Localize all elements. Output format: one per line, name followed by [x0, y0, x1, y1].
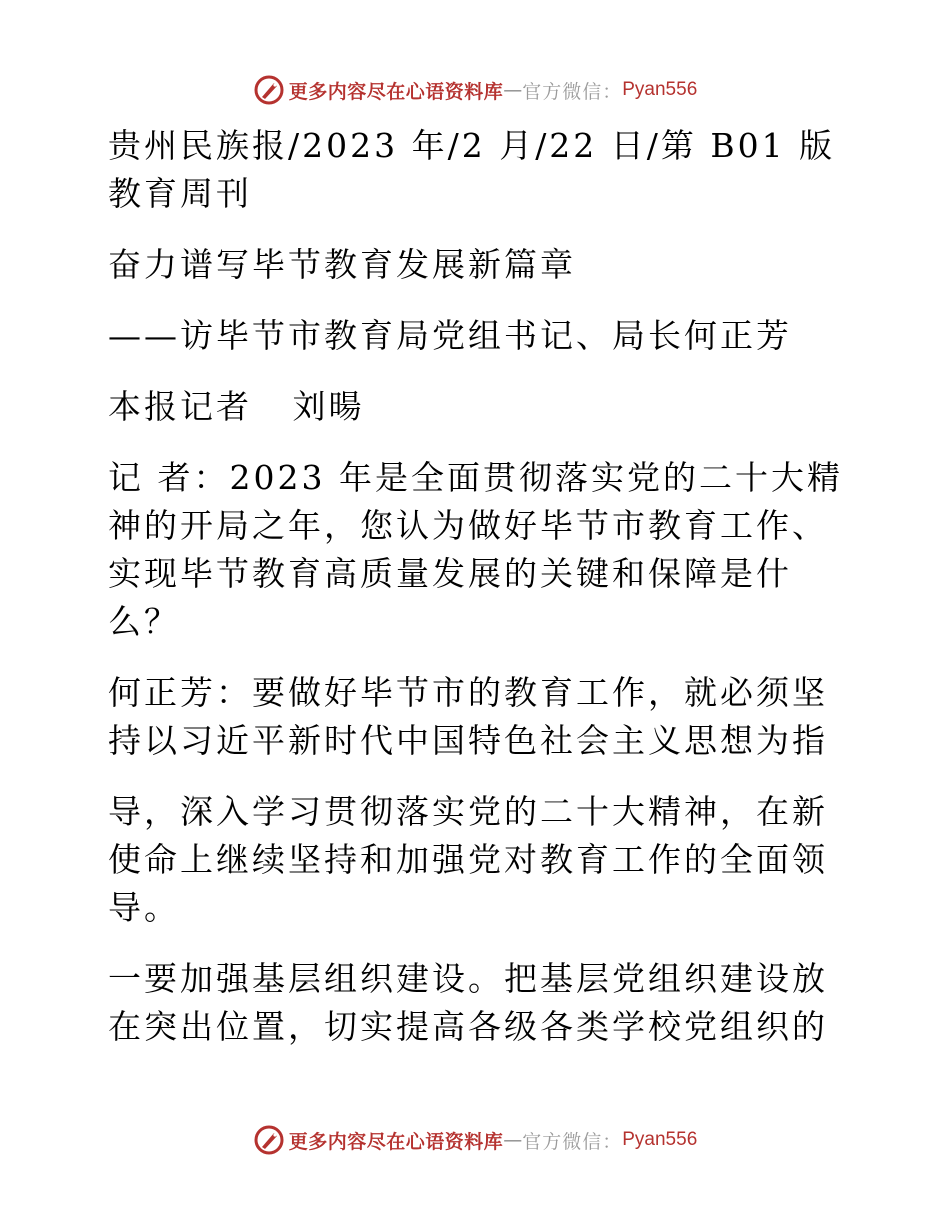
article-reporter-line: [98, 383, 858, 431]
paragraph: 导，深入学习贯彻落实党的二十大精神，在新使命上继续坚持和加强党对教育工作的全面领导。: [108, 792, 828, 927]
article-source: 贵州民族报/2023 年/2 月/22 日/第 B01 版教育周刊: [108, 126, 836, 213]
banner-separator: —: [503, 1129, 523, 1151]
banner-text: 更多内容尽在心语资料库: [288, 1130, 504, 1153]
header-watermark-banner: [0, 70, 950, 110]
banner-wechat-label: 官方微信：: [522, 1130, 623, 1153]
banner-wechat-id: Pyan556: [622, 1129, 698, 1150]
paragraph: 记 者：2023 年是全面贯彻落实党的二十大精神的开局之年，您认为做好毕节市教育工作、实现毕节教育高质量发展的关键和保障是什么？: [108, 458, 843, 641]
reporter-label: 本报记者: [108, 387, 252, 426]
banner-wechat-id: Pyan556: [622, 79, 698, 100]
banner-text: 更多内容尽在心语资料库: [288, 80, 504, 103]
paragraph: 一要加强基层组织建设。把基层党组织建设放在突出位置，切实提高各级各类学校党组织的: [108, 959, 828, 1046]
pen-nib-logo-icon: [253, 74, 285, 106]
banner-wechat-label: 官方微信：: [522, 80, 623, 103]
article-subtitle: ——访毕节市教育局党组书记、局长何正芳: [108, 316, 792, 355]
article-title: 奋力谱写毕节教育发展新篇章: [108, 245, 576, 284]
reporter-name: 刘暘: [292, 387, 365, 426]
pen-nib-logo-icon: [253, 1124, 285, 1156]
banner-separator: —: [503, 79, 523, 101]
article-body: [98, 122, 858, 1074]
paragraph: 何正芳：要做好毕节市的教育工作，就必须坚持以习近平新时代中国特色社会主义思想为指: [108, 673, 828, 760]
footer-watermark-banner: [0, 1120, 950, 1160]
